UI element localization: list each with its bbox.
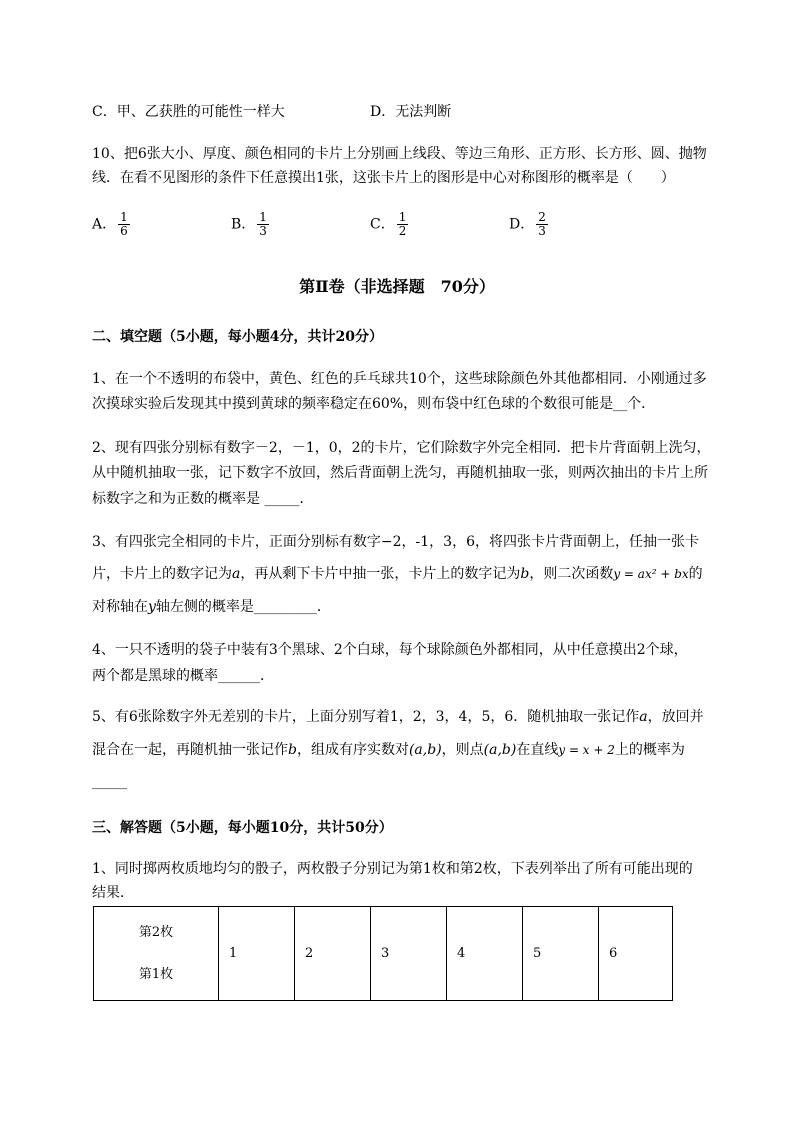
fill-section-heading: 二、填空题（5小题，每小题4分，共计20分）	[92, 329, 383, 345]
q10-line-2: 线．在看不见图形的条件下任意摸出1张，这张卡片上的图形是中心对称图形的概率是（ ）	[92, 170, 675, 186]
fill-q5-line-1: 5、有6张除数字外无差别的卡片，上面分别写着1，2，3，4，5，6．随机抽取一张记作a，放回并	[92, 709, 704, 725]
header-bottom-label: 第1枚	[138, 966, 174, 982]
table-row	[94, 907, 673, 1001]
fill-q5-line-2: 混合在一起，再随机抽一张记作b，组成有序实数对(a,b)，则点(a,b)在直线y = x + 2上的概率为	[92, 742, 685, 758]
fraction: $\frac{1}{6}$	[120, 210, 128, 238]
fill-q3-line-3: 对称轴在y轴左侧的概率是_________．	[92, 599, 331, 615]
q10-line-1: 10、把6张大小、厚度、颜色相同的卡片上分别画上线段、等边三角形、正方形、长方形、圆、抛物	[92, 146, 707, 162]
header-top-label: 第2枚	[138, 924, 174, 940]
fill-q3-line-1: 3、有四张完全相同的卡片，正面分别标有数字−2，-1，3，6，将四张卡片背面朝上，任抽一张卡	[92, 534, 699, 550]
table-cell: 5	[523, 907, 599, 1001]
fill-q2-line-3: 标数字之和为正数的概率是 _____．	[92, 491, 314, 507]
answer-q1-line-2: 结果．	[92, 885, 134, 901]
fraction: $\frac{1}{3}$	[259, 210, 267, 238]
q10-option-d: D． $\frac{2}{3}$	[509, 210, 546, 238]
part-2-title: 第Ⅱ卷（非选择题 70分）	[299, 277, 495, 296]
fill-q2-line-1: 2、现有四张分别标有数字－2，－1，0，2的卡片，它们除数字外完全相同．把卡片背面朝上洗匀，	[92, 440, 711, 456]
q9-option-c: C．甲、乙获胜的可能性一样大	[92, 104, 285, 120]
table-header-cell	[94, 907, 219, 1001]
answer-q1-line-1: 1、同时掷两枚质地均匀的骰子，两枚骰子分别记为第1枚和第2枚，下表列举出了所有可能出现的	[92, 861, 693, 877]
fill-q2-line-2: 从中随机抽取一张，记下数字不放回，然后背面朝上洗匀，再随机抽取一张，则两次抽出的卡片上所	[92, 465, 708, 481]
answer-section-heading: 三、解答题（5小题，每小题10分，共计50分）	[92, 820, 393, 836]
q10-option-c: C． $\frac{1}{2}$	[370, 210, 407, 238]
q10-option-b: B． $\frac{1}{3}$	[231, 210, 267, 238]
fill-q1-line-1: 1、在一个不透明的布袋中，黄色、红色的乒乓球共10个，这些球除颜色外其他都相同．小刚通过多	[92, 371, 707, 387]
table-cell: 6	[599, 907, 673, 1001]
fill-q4-line-1: 4、一只不透明的袋子中装有3个黑球、2个白球，每个球除颜色外都相同，从中任意摸出2个球，	[92, 642, 688, 658]
q9-option-d: D．无法判断	[370, 104, 452, 120]
table-cell: 1	[219, 907, 295, 1001]
fill-q1-line-2: 次摸球实验后发现其中摸到黄球的频率稳定在60%，则布袋中红色球的个数很可能是__个．	[92, 396, 656, 412]
table-cell: 2	[295, 907, 371, 1001]
fill-q3-line-2: 片，卡片上的数字记为a，再从剩下卡片中抽一张，卡片上的数字记为b，则二次函数y = ax² + bx的	[92, 566, 703, 582]
fraction: $\frac{2}{3}$	[538, 210, 546, 238]
fill-q4-line-2: 两个都是黑球的概率______．	[92, 668, 274, 684]
fraction: $\frac{1}{2}$	[398, 210, 407, 238]
dice-table	[93, 906, 673, 1001]
table-cell: 3	[371, 907, 447, 1001]
fill-q5-line-3: _____	[92, 774, 127, 790]
table-cell: 4	[447, 907, 523, 1001]
q10-option-a: A． $\frac{1}{6}$	[92, 210, 128, 238]
